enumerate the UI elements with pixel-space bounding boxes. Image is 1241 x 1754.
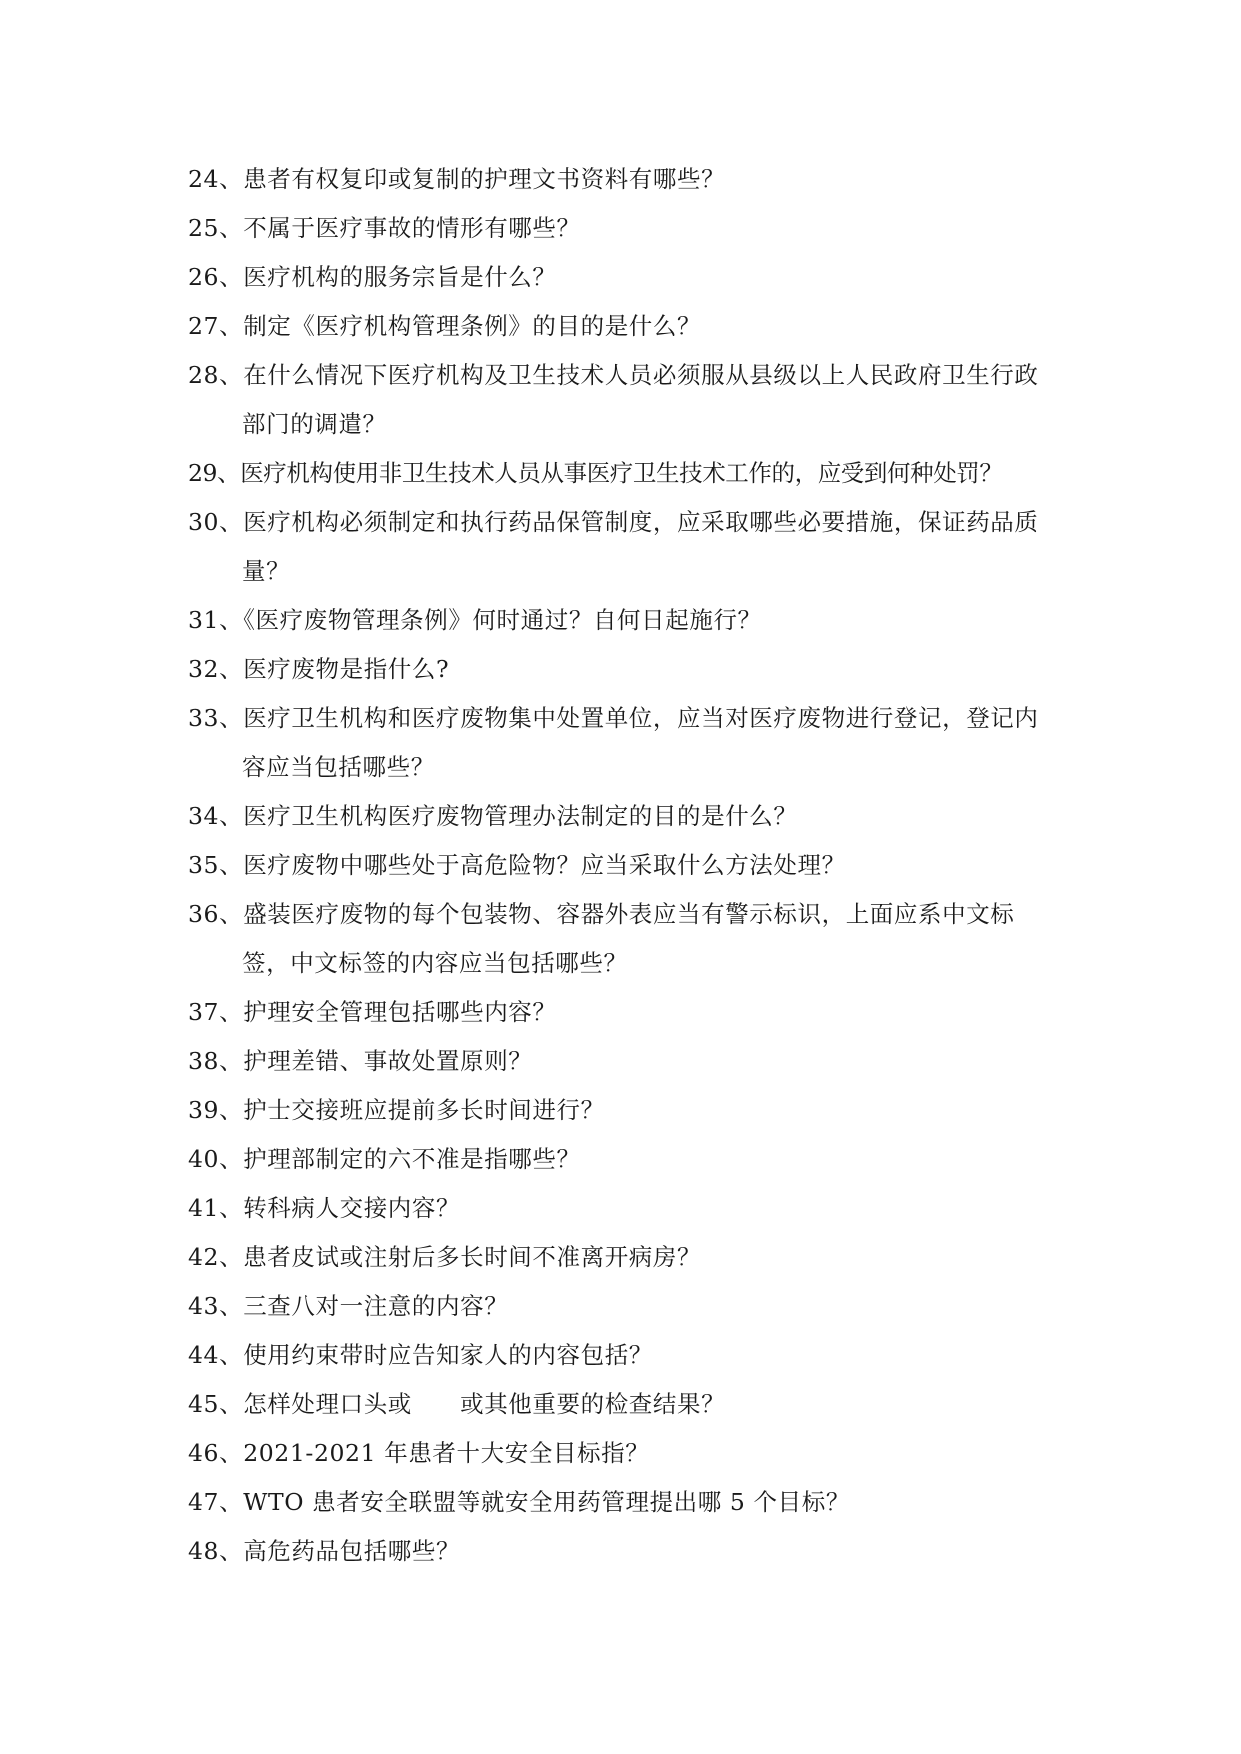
question-item: 40、护理部制定的六不准是指哪些？ [188,1145,581,1173]
question-item: 26、医疗机构的服务宗旨是什么？ [188,263,557,291]
question-item: 42、患者皮试或注射后多长时间不准离开病房？ [188,1243,702,1271]
question-item: 39、护士交接班应提前多长时间进行？ [188,1096,605,1124]
question-item: 30、医疗机构必须制定和执行药品保管制度，应采取哪些必要措施，保证药品质量？ [188,508,1039,585]
question-item: 43、三查八对一注意的内容？ [188,1292,509,1320]
question-item: 45、怎样处理口头或 或其他重要的检查结果？ [188,1390,726,1418]
question-item: 35、医疗废物中哪些处于高危险物？应当采取什么方法处理？ [188,851,846,879]
question-item: 44、使用约束带时应告知家人的内容包括？ [188,1341,653,1369]
question-item: 32、医疗废物是指什么? [188,655,450,683]
question-item: 34、医疗卫生机构医疗废物管理办法制定的目的是什么？ [188,802,798,830]
question-item: 38、护理差错、事故处置原则？ [188,1047,533,1075]
question-item: 25、不属于医疗事故的情形有哪些？ [188,214,581,242]
question-item: 28、在什么情况下医疗机构及卫生技术人员必须服从县级以上人民政府卫生行政部门的调遣？ [188,361,1039,438]
question-item: 36、盛装医疗废物的每个包装物、容器外表应当有警示标识，上面应系中文标签，中文标签的内容应当包括哪些？ [188,900,1015,977]
question-item: 46、2021-2021 年患者十大安全目标指？ [188,1439,650,1467]
question-item: 48、高危药品包括哪些？ [188,1537,461,1565]
question-item: 27、制定《医疗机构管理条例》的目的是什么？ [188,312,702,340]
question-item: 33、医疗卫生机构和医疗废物集中处置单位，应当对医疗废物进行登记，登记内容应当包括哪些？ [188,704,1039,781]
question-item: 31、《医疗废物管理条例》何时通过？自何日起施行？ [188,606,762,634]
question-item: 37、护理安全管理包括哪些内容？ [188,998,557,1026]
question-item: 41、转科病人交接内容？ [188,1194,461,1222]
question-item: 29、医疗机构使用非卫生技术人员从事医疗卫生技术工作的，应受到何种处罚？ [188,459,1003,487]
question-item: 47、WTO 患者安全联盟等就安全用药管理提出哪 5 个目标？ [188,1488,850,1516]
question-item: 24、患者有权复印或复制的护理文书资料有哪些？ [188,165,726,193]
question-list [188,155,1060,1576]
